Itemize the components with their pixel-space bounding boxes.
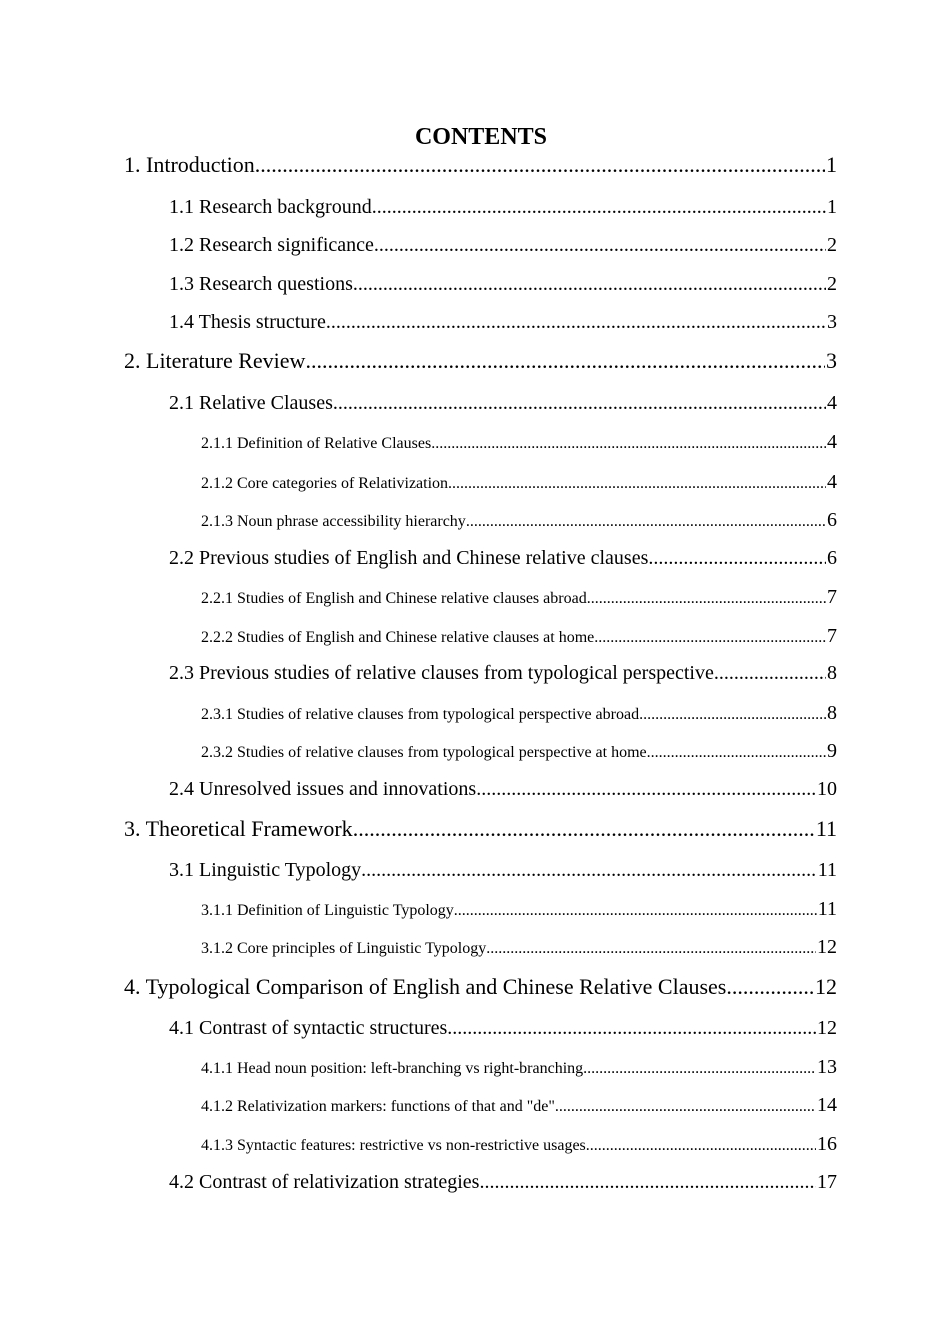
toc-entry-page: 4 [827,392,837,414]
toc-entry-page: 14 [817,1094,837,1116]
toc-entry-page: 2 [827,273,837,295]
toc-entry-page: 8 [827,702,837,724]
toc-entry-label: 2.1 Relative Clauses [169,392,333,414]
toc-entry-label: 2.2.1 Studies of English and Chinese relative clauses abroad [201,590,587,607]
toc-entry-page: 4 [827,471,837,493]
toc-entry-page: 12 [815,974,837,999]
toc-entry-3-1[interactable] [169,855,837,885]
dot-leader [587,584,826,612]
toc-entry-page: 11 [817,898,837,920]
dot-leader [305,346,825,376]
toc-entry-label: 4. Typological Comparison of English and Chinese Relative Clauses [124,974,727,999]
toc-entry-label: 2.4 Unresolved issues and innovations [169,778,477,800]
dot-leader [555,1092,816,1120]
toc-entry-label: 2.2.2 Studies of English and Chinese relative clauses at home [201,629,595,646]
toc-entry-page: 1 [826,152,837,177]
toc-entry-3-1-2[interactable] [201,932,837,962]
dot-leader [255,150,825,180]
dot-leader [333,388,826,418]
dot-leader [431,429,826,457]
toc-entry-page: 7 [827,586,837,608]
toc-entry-2-2-1[interactable] [201,582,837,612]
dot-leader [486,934,816,962]
toc-entry-label: 4.1.3 Syntactic features: restrictive vs non-restrictive usages [201,1137,586,1154]
toc-entry-label: 2.3 Previous studies of relative clauses from typological perspective [169,662,714,684]
toc-entry-label: 2.1.2 Core categories of Relativization [201,475,449,492]
toc-entry-page: 11 [817,859,837,881]
toc-entry-label: 4.2 Contrast of relativization strategies [169,1171,480,1193]
toc-entry-page: 1 [827,196,837,218]
toc-entry-2-2[interactable] [169,543,837,573]
toc-entry-page: 3 [826,348,837,373]
dot-leader [447,1013,816,1043]
toc-entry-label: 1.1 Research background [169,196,372,218]
dot-leader [361,855,817,885]
dot-leader [639,700,826,728]
dot-leader [476,774,816,804]
toc-entry-2-1[interactable] [169,388,837,418]
toc-entry-2-1-1[interactable] [201,427,837,457]
toc-entry-2-1-3[interactable] [201,505,837,535]
toc-entry-2-4[interactable] [169,774,837,804]
dot-leader [326,307,826,337]
toc-entry-1[interactable] [124,150,837,180]
toc-entry-page: 12 [817,936,837,958]
toc-entry-page: 4 [827,431,837,453]
toc-entry-2-2-2[interactable] [201,621,837,651]
toc-entry-label: 1.2 Research significance [169,234,374,256]
toc-entry-4[interactable] [124,972,837,1002]
dot-leader [714,658,826,688]
dot-leader [583,1054,816,1082]
dot-leader [479,1167,816,1197]
toc-entry-label: 2.1.1 Definition of Relative Clauses [201,435,432,452]
toc-entry-label: 4.1.1 Head noun position: left-branching vs right-branching [201,1060,584,1077]
toc-entry-4-2[interactable] [169,1167,837,1197]
toc-entry-3[interactable] [124,814,837,844]
toc-entry-label: 2.3.2 Studies of relative clauses from typological perspective at home [201,744,647,761]
toc-title: CONTENTS [414,124,548,150]
toc-entry-page: 10 [817,778,837,800]
toc-entry-page: 7 [827,625,837,647]
toc-entry-1-2[interactable] [169,230,837,260]
toc-entry-page: 16 [817,1133,837,1155]
dot-leader [647,738,826,766]
dot-leader [466,507,826,535]
dot-leader [454,896,817,924]
toc-entry-label: 4.1.2 Relativization markers: functions of that and "de" [201,1098,555,1115]
toc-entry-4-1-3[interactable] [201,1129,837,1159]
dot-leader [353,814,815,844]
toc-entry-label: 1.3 Research questions [169,273,353,295]
toc-entry-page: 13 [817,1056,837,1078]
toc-entry-2-3-2[interactable] [201,736,837,766]
toc-entry-page: 11 [815,816,837,841]
toc-entry-label: 1. Introduction [124,152,255,177]
toc-entry-1-3[interactable] [169,269,837,299]
dot-leader [372,192,826,222]
toc-entry-label: 2.3.1 Studies of relative clauses from typological perspective abroad [201,706,640,723]
toc-entry-page: 3 [827,311,837,333]
toc-entry-1-1[interactable] [169,192,837,222]
dot-leader [594,623,826,651]
toc-entry-4-1-2[interactable] [201,1090,837,1120]
toc-entry-2-1-2[interactable] [201,467,837,497]
toc-entry-label: 1.4 Thesis structure [169,311,326,333]
toc-entry-3-1-1[interactable] [201,894,837,924]
toc-entry-page: 12 [817,1017,837,1039]
toc-entry-1-4[interactable] [169,307,837,337]
dot-leader [586,1131,816,1159]
toc-entry-page: 17 [817,1171,837,1193]
toc-entry-label: 3.1 Linguistic Typology [169,859,362,881]
toc-entry-label: 2. Literature Review [124,348,306,373]
toc-entry-2[interactable] [124,346,837,376]
dot-leader [448,469,826,497]
toc-entry-label: 3. Theoretical Framework [124,816,353,841]
dot-leader [648,543,826,573]
toc-entry-2-3-1[interactable] [201,698,837,728]
dot-leader [374,230,826,260]
toc-entry-page: 9 [827,740,837,762]
dot-leader [353,269,826,299]
toc-entry-page: 6 [827,509,837,531]
toc-entry-4-1[interactable] [169,1013,837,1043]
toc-entry-page: 8 [827,662,837,684]
toc-entry-label: 2.1.3 Noun phrase accessibility hierarchy [201,513,466,530]
toc-entry-label: 4.1 Contrast of syntactic structures [169,1017,448,1039]
toc-entry-page: 2 [827,234,837,256]
toc-entry-4-1-1[interactable] [201,1052,837,1082]
toc-entry-label: 3.1.2 Core principles of Linguistic Typology [201,940,487,957]
dot-leader [726,972,814,1002]
toc-entry-2-3[interactable] [169,658,837,688]
toc-entry-label: 3.1.1 Definition of Linguistic Typology [201,902,454,919]
toc-entry-page: 6 [827,547,837,569]
toc-entry-label: 2.2 Previous studies of English and Chinese relative clauses [169,547,649,569]
